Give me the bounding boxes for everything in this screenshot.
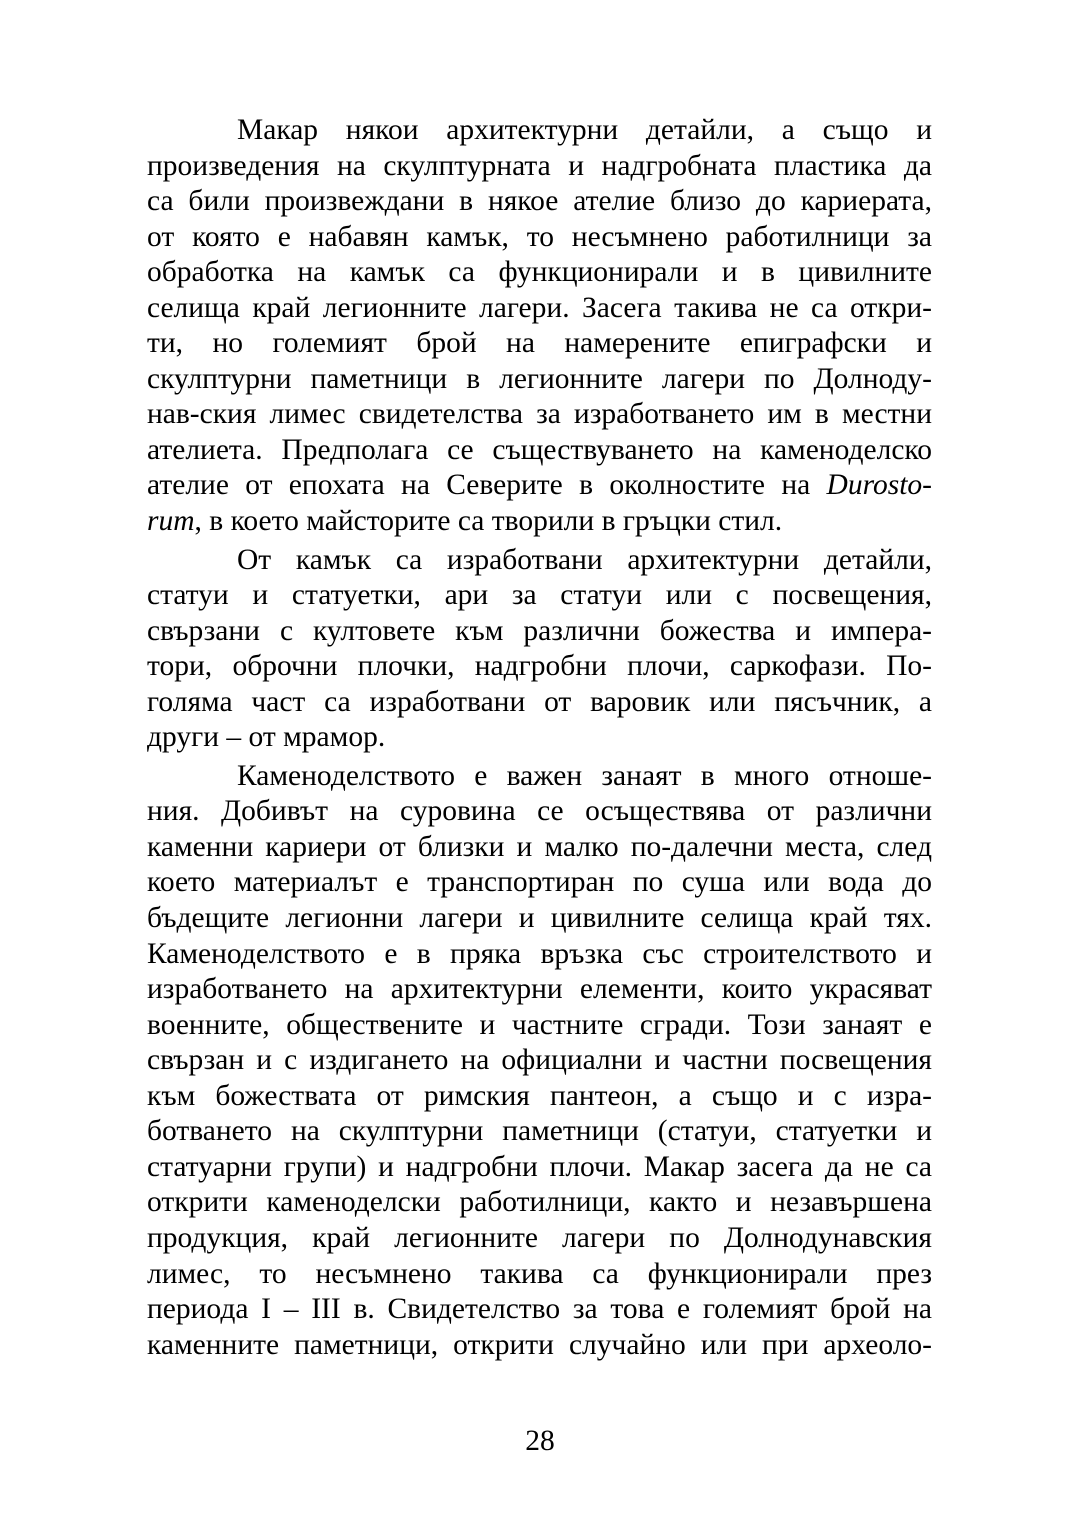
text-line: Макар някои архитектурни детайли, а също и [237,114,932,146]
text-line: ти, но големият брой на намерените епиграфски и [147,327,932,360]
text-line-with-italic [147,504,932,540]
text-line: Каменоделството е важен занаят в много отноше- [237,759,932,792]
paragraph-1 [147,113,932,540]
text-line: от която е набавян камък, то несъмнено работилници за [147,220,932,253]
body-text [147,113,932,1363]
text-line: голяма част са изработвани от варовик или пясъчник, а [147,685,932,718]
paragraph-2 [147,543,932,756]
italic-place-name: Durosto- [826,469,932,502]
text-line: ателиета. Предполага се съществуването на каменоделско [147,433,932,466]
text-line: селища край легионните лагери. Засега такива не са откри- [147,291,932,324]
text-line: обработка на камък са функционирали и в цивилните [147,256,932,289]
text-line: към божествата от римския пантеон, а също и с изра- [147,1079,932,1112]
text-line: каменни кариери от близки и малко по-далечни места, след [147,830,932,863]
text-line: Каменоделството е в пряка връзка със строителството и [147,937,932,970]
text-line: военните, обществените и частните сгради. Този занаят е [147,1008,932,1041]
page-number: 28 [525,1425,555,1457]
text-line: други – от мрамор. [147,721,386,754]
text-line-with-italic [147,468,932,504]
text-line-start: ателие от епохата на Северите в околностите на [147,469,827,502]
text-line: са били произвеждани в някое ателие близо до кариерата, [147,185,932,218]
text-line: периода I – III в. Свидетелство за това е големият брой на [147,1293,932,1326]
text-line: открити каменоделски работилници, както и незавършена [147,1186,932,1219]
text-line: нав-ския лимес свидетелства за изработването им в местни [147,398,932,431]
text-line-rest: , в което майсторите са творили в гръцки стил. [194,505,783,538]
text-line: От камък са изработвани архитектурни детайли, [237,543,932,576]
text-line: изработването на архитектурни елементи, които украсяват [147,973,932,1006]
text-line: статуи и статуетки, ари за статуи или с посвещения, [147,579,932,612]
text-line: каменните паметници, открити случайно или при археоло- [147,1328,932,1361]
text-line: произведения на скулптурната и надгробната пластика да [147,149,932,182]
text-line: тори, оброчни плочки, надгробни плочи, саркофази. По- [147,650,932,683]
text-line: свързани с култовете към различни божества и импера- [147,614,932,647]
paragraph-3 [147,759,932,1363]
text-line: ния. Добивът на суровина се осъществява от различни [147,795,932,828]
text-line: което материалът е транспортиран по суша или вода до [147,866,932,899]
italic-place-name-end: rum [147,505,195,538]
text-line: ботването на скулптурни паметници (статуи, статуетки и [147,1115,932,1148]
text-line: скулптурни паметници в легионните лагери по Долноду- [147,362,932,395]
text-line: продукция, край легионните лагери по Долнодунавския [147,1221,932,1254]
text-line: статуарни групи) и надгробни плочи. Макар засега да не са [147,1150,932,1183]
text-line: свързан и с издигането на официални и частни посвещения [147,1044,932,1077]
text-line: лимес, то несъмнено такива са функционирали през [147,1257,932,1290]
text-line: бъдещите легионни лагери и цивилните селища край тях. [147,902,932,935]
